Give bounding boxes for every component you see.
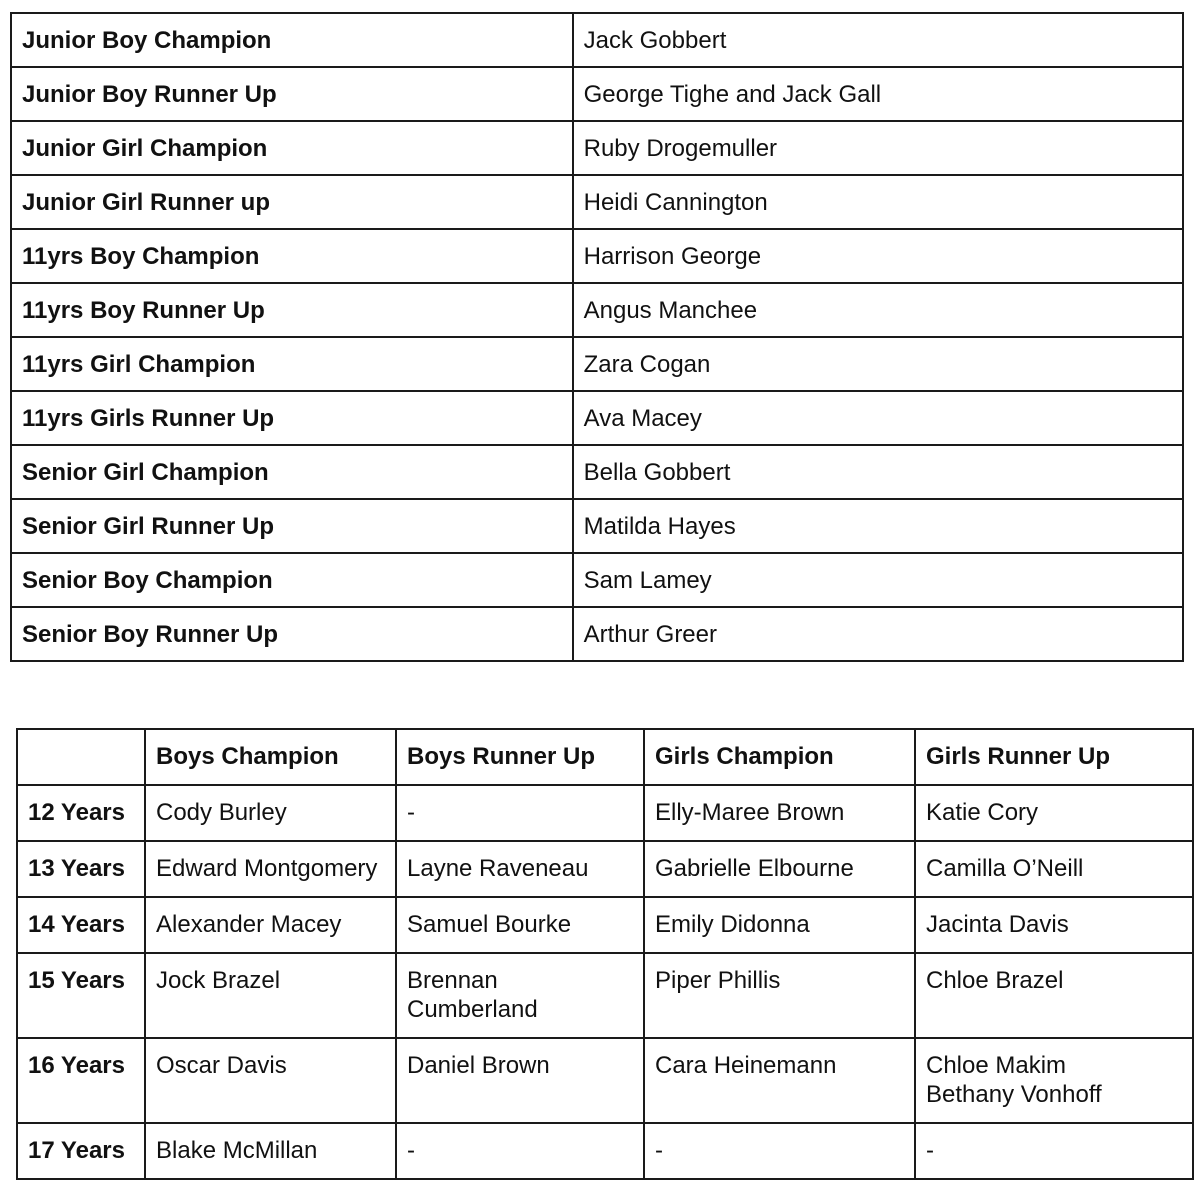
boys-champion-cell: Blake McMillan: [145, 1123, 396, 1179]
column-header-girls-runner-up: Girls Runner Up: [915, 729, 1193, 785]
girls-champion-cell: -: [644, 1123, 915, 1179]
girls-runner-up-cell: -: [915, 1123, 1193, 1179]
name-line: Chloe Makim: [926, 1052, 1067, 1079]
award-winner: Heidi Cannington: [573, 175, 1183, 229]
award-category: Senior Girl Runner Up: [11, 499, 573, 553]
award-winner: George Tighe and Jack Gall: [573, 67, 1183, 121]
award-winner: Ava Macey: [573, 391, 1183, 445]
table-row: [11, 445, 1183, 499]
table-row: [11, 121, 1183, 175]
boys-runner-up-cell: Samuel Bourke: [396, 897, 644, 953]
award-category: Senior Girl Champion: [11, 445, 573, 499]
boys-runner-up-cell: -: [396, 1123, 644, 1179]
girls-runner-up-cell: Katie Cory: [915, 785, 1193, 841]
boys-champion-cell: Edward Montgomery: [145, 841, 396, 897]
award-winner: Bella Gobbert: [573, 445, 1183, 499]
boys-runner-up-cell: Daniel Brown: [396, 1038, 644, 1123]
award-winner: Ruby Drogemuller: [573, 121, 1183, 175]
table-row: [11, 607, 1183, 661]
table-row: [11, 229, 1183, 283]
table-row: [11, 553, 1183, 607]
table-row: [11, 13, 1183, 67]
table-row: [11, 391, 1183, 445]
table-row: [11, 175, 1183, 229]
age-group-table: [16, 728, 1194, 1180]
award-winner: Arthur Greer: [573, 607, 1183, 661]
award-category: 11yrs Boy Runner Up: [11, 283, 573, 337]
award-category: 11yrs Boy Champion: [11, 229, 573, 283]
boys-champion-cell: Jock Brazel: [145, 953, 396, 1038]
girls-champion-cell: Gabrielle Elbourne: [644, 841, 915, 897]
table-row: [17, 1038, 1193, 1123]
table-row: [17, 953, 1193, 1038]
column-header-girls-champion: Girls Champion: [644, 729, 915, 785]
boys-runner-up-cell: Layne Raveneau: [396, 841, 644, 897]
header-row: [17, 729, 1193, 785]
girls-champion-cell: Emily Didonna: [644, 897, 915, 953]
award-category: 11yrs Girls Runner Up: [11, 391, 573, 445]
age-label: 16 Years: [17, 1038, 145, 1123]
awards-table: [10, 12, 1184, 662]
table-row: [11, 499, 1183, 553]
column-header-boys-runner-up: Boys Runner Up: [396, 729, 644, 785]
award-category: 11yrs Girl Champion: [11, 337, 573, 391]
award-winner: Sam Lamey: [573, 553, 1183, 607]
age-label: 13 Years: [17, 841, 145, 897]
award-winner: Harrison George: [573, 229, 1183, 283]
table-row: [11, 67, 1183, 121]
name-line: Bethany Vonhoff: [926, 1081, 1102, 1108]
age-label: 14 Years: [17, 897, 145, 953]
girls-runner-up-cell: [915, 1038, 1193, 1123]
age-label: 17 Years: [17, 1123, 145, 1179]
table-row: [17, 897, 1193, 953]
award-category: Junior Girl Champion: [11, 121, 573, 175]
name-line: Brennan: [407, 967, 498, 994]
boys-champion-cell: Alexander Macey: [145, 897, 396, 953]
girls-champion-cell: Elly-Maree Brown: [644, 785, 915, 841]
girls-runner-up-cell: Camilla O’Neill: [915, 841, 1193, 897]
girls-runner-up-cell: Chloe Brazel: [915, 953, 1193, 1038]
table-row: [17, 841, 1193, 897]
award-winner: Angus Manchee: [573, 283, 1183, 337]
age-label: 15 Years: [17, 953, 145, 1038]
column-header-boys-champion: Boys Champion: [145, 729, 396, 785]
girls-champion-cell: Cara Heinemann: [644, 1038, 915, 1123]
table-row: [17, 785, 1193, 841]
table-row: [17, 1123, 1193, 1179]
table-row: [11, 283, 1183, 337]
award-winner: Matilda Hayes: [573, 499, 1183, 553]
girls-runner-up-cell: Jacinta Davis: [915, 897, 1193, 953]
age-label: 12 Years: [17, 785, 145, 841]
boys-champion-cell: Oscar Davis: [145, 1038, 396, 1123]
award-category: Junior Boy Runner Up: [11, 67, 573, 121]
table-row: [11, 337, 1183, 391]
award-winner: Jack Gobbert: [573, 13, 1183, 67]
award-category: Senior Boy Runner Up: [11, 607, 573, 661]
column-header-empty: [17, 729, 145, 785]
award-category: Junior Boy Champion: [11, 13, 573, 67]
girls-champion-cell: Piper Phillis: [644, 953, 915, 1038]
award-winner: Zara Cogan: [573, 337, 1183, 391]
boys-runner-up-cell: [396, 953, 644, 1038]
award-category: Senior Boy Champion: [11, 553, 573, 607]
boys-champion-cell: Cody Burley: [145, 785, 396, 841]
award-category: Junior Girl Runner up: [11, 175, 573, 229]
boys-runner-up-cell: -: [396, 785, 644, 841]
name-line: Cumberland: [407, 996, 538, 1023]
